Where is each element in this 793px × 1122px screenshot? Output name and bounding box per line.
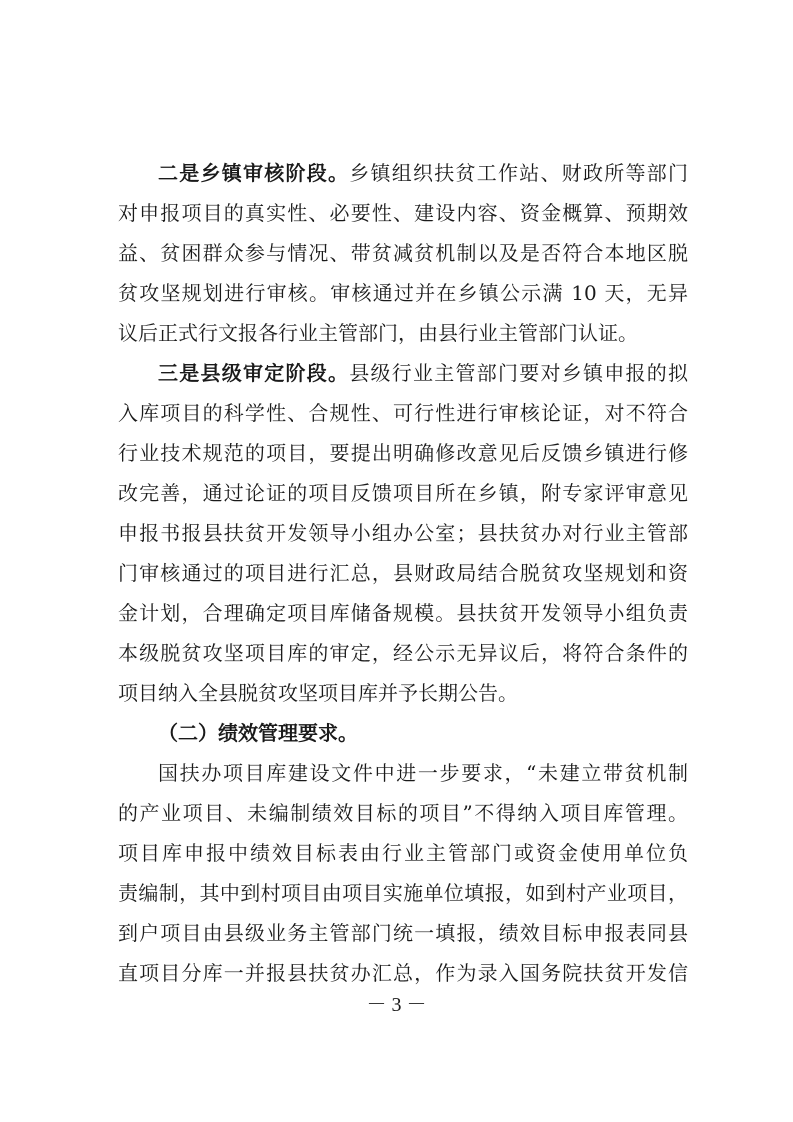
paragraph-line <box>158 153 688 193</box>
paragraph-line: 对申报项目的真实性、必要性、建设内容、资金概算、预期效 <box>118 201 688 225</box>
paragraph-line: 入库项目的科学性、合规性、可行性进行审核论证，对不符合 <box>118 401 688 425</box>
paragraph-line: 贫攻坚规划进行审核。审核通过并在乡镇公示满 10 天，无异 <box>118 281 688 305</box>
paragraph-line: 改完善，通过论证的项目反馈项目所在乡镇，附专家评审意见 <box>118 481 688 505</box>
paragraph-heading: 三是县级审定阶段。 <box>158 361 350 385</box>
paragraph-line: 项目纳入全县脱贫攻坚项目库并予长期公告。 <box>118 681 518 705</box>
paragraph-line: 益、贫困群众参与情况、带贫减贫机制以及是否符合本地区脱 <box>118 241 688 265</box>
paragraph-text: 县级行业主管部门要对乡镇申报的拟 <box>349 361 688 385</box>
paragraph-line: 的产业项目、未编制绩效目标的项目”不得纳入项目库管理。 <box>118 801 688 825</box>
paragraph-line: 到户项目由县级业务主管部门统一填报，绩效目标申报表同县 <box>118 921 688 945</box>
paragraph-line: 直项目分库一并报县扶贫办汇总，作为录入国务院扶贫开发信 <box>118 961 688 985</box>
paragraph-line: 门审核通过的项目进行汇总，县财政局结合脱贫攻坚规划和资 <box>118 561 688 585</box>
paragraph-line: 责编制，其中到村项目由项目实施单位填报，如到村产业项目， <box>118 881 688 905</box>
paragraph-line: 本级脱贫攻坚项目库的审定，经公示无异议后，将符合条件的 <box>118 641 688 665</box>
paragraph-line: 申报书报县扶贫开发领导小组办公室；县扶贫办对行业主管部 <box>118 521 688 545</box>
paragraph-heading: 二是乡镇审核阶段。 <box>158 161 350 185</box>
paragraph-line <box>158 353 688 393</box>
paragraph-line: 项目库申报中绩效目标表由行业主管部门或资金使用单位负 <box>118 841 688 865</box>
paragraph-line: 议后正式行文报各行业主管部门，由县行业主管部门认证。 <box>118 321 638 345</box>
section-heading: （二）绩效管理要求。 <box>158 721 358 745</box>
paragraph-line: 金计划，合理确定项目库储备规模。县扶贫开发领导小组负责 <box>118 601 688 625</box>
paragraph-line: 国扶办项目库建设文件中进一步要求，“未建立带贫机制 <box>158 761 688 785</box>
paragraph-line: 行业技术规范的项目，要提出明确修改意见后反馈乡镇进行修 <box>118 441 688 465</box>
page-number: － 3 － <box>366 994 427 1016</box>
paragraph-text: 乡镇组织扶贫工作站、财政所等部门 <box>349 161 688 185</box>
